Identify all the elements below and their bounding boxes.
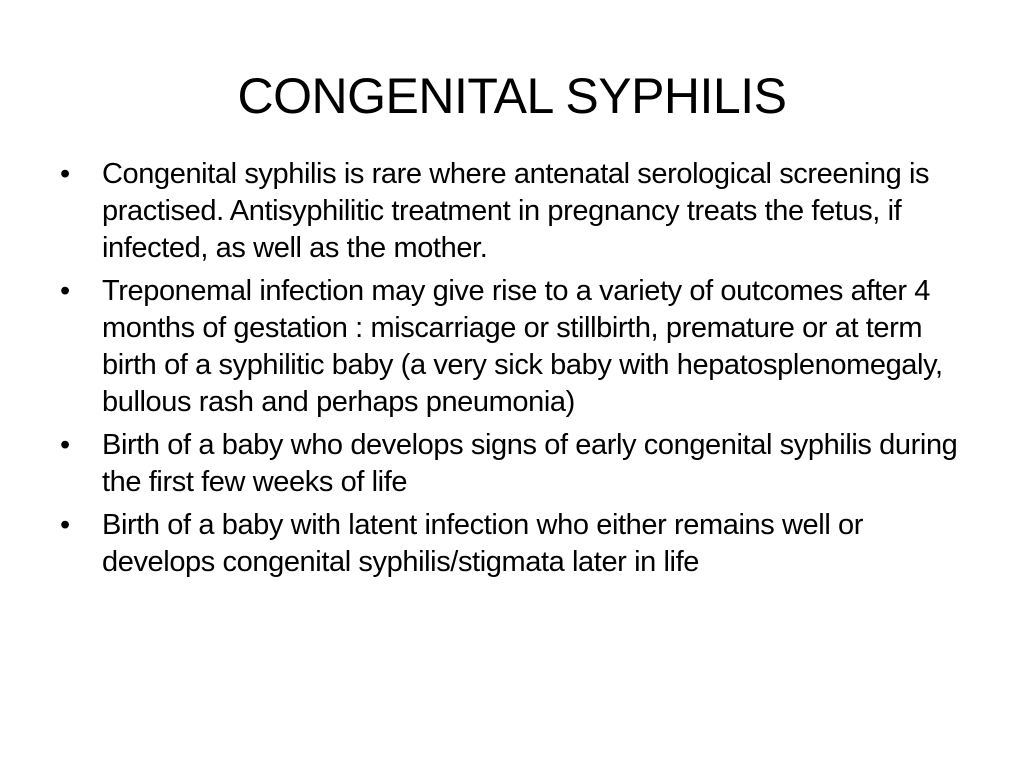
- bullet-list: [58, 156, 978, 587]
- slide-title: CONGENITAL SYPHILIS: [237, 68, 787, 124]
- bullet-icon: •: [60, 429, 71, 461]
- bullet-text: Birth of a baby who develops signs of early congenital syphilis during the first few weeks of life: [102, 429, 958, 498]
- bullet-icon: •: [60, 158, 71, 190]
- bullet-text: Congenital syphilis is rare where antenatal serological screening is practised. Antisyphilitic treatment in pregnancy treats the fetus, if infected, as well as the mother.: [102, 158, 930, 264]
- bullet-icon: •: [60, 275, 71, 307]
- bullet-item: [58, 427, 978, 501]
- bullet-icon: •: [60, 509, 71, 541]
- bullet-item: [58, 156, 978, 267]
- bullet-item: [58, 507, 978, 581]
- bullet-text: Treponemal infection may give rise to a variety of outcomes after 4 months of gestation : miscarriage or stillbirth, premature or at term birth of a syphilitic baby (a very sick baby with hepatosplenomegaly, bullous rash and perhaps pneumonia): [102, 275, 943, 418]
- bullet-text: Birth of a baby with latent infection who either remains well or develops congenital syphilis/stigmata later in life: [102, 509, 864, 578]
- bullet-item: [58, 273, 978, 421]
